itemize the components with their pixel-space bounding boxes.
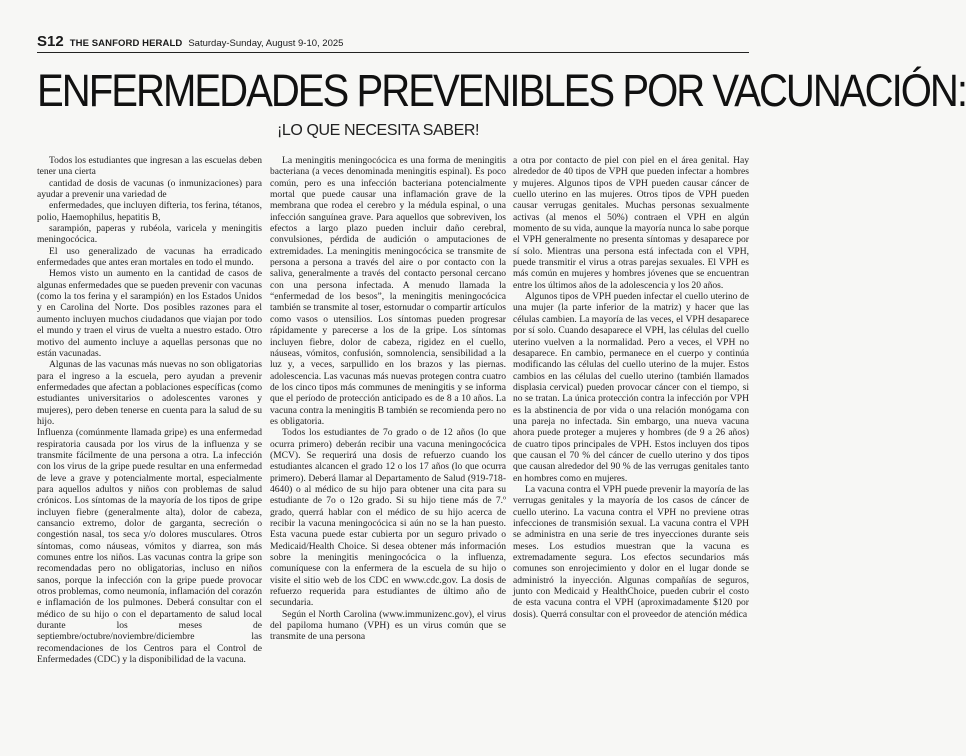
paragraph: Según el North Carolina (www.immunizenc.gov), el virus del papiloma humano (VPH) es un virus común que se transmite de una persona <box>270 608 506 643</box>
masthead-rule <box>37 52 749 53</box>
paragraph: Todos los estudiantes que ingresan a las escuelas deben tener una cierta <box>37 155 262 178</box>
paragraph: Algunas de las vacunas más nuevas no son obligatorias para el ingreso a la escuela, pero ayudan a prevenir enfermedades que afectan a poblaciones específicas (como estudiantes universitarios o adolescentes varones y mujeres), pero deben tenerse en cuenta para la salud de su hijo. <box>37 359 262 427</box>
paragraph: Hemos visto un aumento en la cantidad de casos de algunas enfermedades que se pueden prevenir con vacunas (como la tos ferina y el sarampión) en los Estados Unidos y en Carolina del Norte. Dos posibles razones para el aumento incluyen muchos ciudadanos que viajan por todo el mundo y traen el virus de vuelta a nuestro estado. Otro motivo del aumento incluye a aquellas personas que no están vacunadas. <box>37 268 262 359</box>
paragraph: Influenza (comúnmente llamada gripe) es una enfermedad respiratoria causada por los virus de la influenza y se transmite fácilmente de una persona a otra. La infección con los virus de la gripe puede resultar en una enfermedad de leve a grave y potencialmente mortal, especialmente para aquellos adultos y niños con problemas de salud crónicos. Los síntomas de la mayoría de los tipos de gripe incluyen fiebre (generalmente alta), dolor de cabeza, cansancio extremo, dolor de garganta, secreción o congestión nasal, tos seca y/o dolores musculares. Otros síntomas, como náuseas, vómitos y diarrea, son más comunes entre los niños. Las vacunas contra la gripe son recomendadas pero no obligatorias, incluso en niños sanos, porque la infección con la gripe puede provocar otros problemas, como neumonía, inflamación del corazón e inflamación de los pulmones. Deberá consultar con el médico de su hijo o con el departamento de salud local durante los meses de septiembre/octubre/noviembre/diciembre las recomendaciones de los Centros para el Control de Enfermedades (CDC) y la disponibilidad de la vacuna. <box>37 427 262 666</box>
paragraph: Todos los estudiantes de 7o grado o de 12 años (lo que ocurra primero) deberán recibir una vacuna meningocócica (MCV). Se requerirá una dosis de refuerzo cuando los estudiantes alcancen el grado 12 o los 17 años (lo que ocurra primero). Deberá llamar al Departamento de Salud (919-718-4640) o al médico de su hijo para obtener una cita para su estudiante de 7o o 12o grado. Si su hijo tiene más de 7.º grado, querrá hablar con el médico de su hijo acerca de recibir la vacuna meningocócica si aún no se la han puesto. Esta vacuna puede estar cubierta por un seguro privado o Medicaid/Health Choice. Si desea obtener más información sobre la meningitis meningocócica o la influenza, comuníquese con la enfermera de la escuela de su hijo o visite el sitio web de los CDC en www.cdc.gov. La dosis de refuerzo requerida para estudiantes de último año de secundaria. <box>270 427 506 609</box>
article-column-3 <box>513 155 749 751</box>
paragraph: sarampión, paperas y rubéola, varicela y meningitis meningocócica. <box>37 223 262 246</box>
paper-name: THE SANFORD HERALD <box>69 38 183 49</box>
paragraph: enfermedades, que incluyen difteria, tos ferina, tétanos, polio, Haemophilus, hepatitis B, <box>37 200 262 223</box>
paragraph: La vacuna contra el VPH puede prevenir la mayoría de las verrugas genitales y la mayoría de los casos de cáncer de cuello uterino. La vacuna contra el VPH no previene otras infecciones de transmisión sexual. La vacuna contra el VPH se administra en una serie de tres inyecciones durante seis meses. Los estudios muestran que la vacuna es extremadamente segura. Los efectos secundarios más comunes son enrojecimiento y dolor en el lugar donde se administró la inyección. Algunas compañías de seguros, junto con Medicaid y HealthChoice, pueden cubrir el costo de esta vacuna contra el VPH (aproximadamente $120 por dosis). Querrá consultar con el proveedor de atención médica <box>513 483 749 620</box>
paragraph: La meningitis meningocócica es una forma de meningitis bacteriana (a veces denominada meningitis espinal). Es poco común, pero es una infección bacteriana potencialmente mortal que puede causar una inflamación grave de la membrana que rodea el cerebro y la médula espinal, o una infección sanguínea grave. Para aquellos que sobreviven, los efectos a largo plazo pueden incluir daño cerebral, convulsiones, pérdida de audición o amputaciones de extremidades. La meningitis meningocócica se transmite de persona a persona a través del aire o por contacto con la saliva, generalmente a través del contacto personal cercano con una persona infectada. A menudo llamada la “enfermedad de los besos”, la meningitis meningocócica también se transmite al toser, estornudar o compartir artículos como vasos o utensilios. Los síntomas pueden progresar rápidamente y parecerse a los de la gripe. Los síntomas incluyen fiebre, dolor de cabeza, rigidez en el cuello, náuseas, vómitos, confusión, somnolencia, sensibilidad a la luz y, a veces, sarpullido en los brazos y las piernas. adolescencia. Las vacunas más nuevas protegen contra cuatro de los cinco tipos más communes de meningitis y se informa que el período de protección anticipado es de 8 a 10 años. La vacuna contra la meningitis B también se recomienda pero no es obligatoria. <box>270 155 506 427</box>
issue-date: Saturday-Sunday, August 9-10, 2025 <box>188 38 344 49</box>
page-number: S12 <box>37 33 64 50</box>
paragraph: Algunos tipos de VPH pueden infectar el cuello uterino de una mujer (la parte inferior de la matriz) y hacer que las células cambien. La mayoría de las veces, el VPH desaparece por sí solo. Cuando desaparece el VPH, las células del cuello uterino vuelven a la normalidad. Pero a veces, el VPH no desaparece. En cambio, permanece en el cuerpo y continúa modificando las células del cuello uterino de la mujer. Estos cambios en las células del cuello uterino (también llamados displasia cervical) pueden provocar cáncer con el tiempo, si no se tratan. La única protección contra la infección por VPH es la abstinencia de por vida o una relación monógama con una pareja no infectada. Sin embargo, una nueva vacuna ahora puede proteger a mujeres y hombres (de 9 a 26 años) de cuatro tipos principales de VPH. Estos incluyen dos tipos que causan el 70 % del cáncer de cuello uterino y dos tipos que causan alrededor del 90 % de las verrugas genitales tanto en hombres como en mujeres. <box>513 291 749 484</box>
paragraph: a otra por contacto de piel con piel en el área genital. Hay alrededor de 40 tipos de VPH que pueden infectar a hombres y mujeres. Algunos tipos de VPH pueden causar cáncer de cuello uterino en las mujeres. Otros tipos de VPH pueden causar verrugas genitales. Muchas personas sexualmente activas (al menos el 50%) contraen el VPH en algún momento de su vida, aunque la mayoría nunca lo sabe porque el VPH generalmente no presenta síntomas y desaparece por sí solo. Mientras una persona está infectada con el VPH, puede transmitir el virus a otras parejas sexuales. El VPH es más común en mujeres y hombres jóvenes que se encuentran entre los últimos años de la adolescencia y los 20 años. <box>513 155 749 291</box>
masthead <box>37 33 749 53</box>
paragraph: cantidad de dosis de vacunas (o inmunizaciones) para ayudar a prevenir una variedad de <box>37 177 262 201</box>
article-column-2 <box>270 155 506 751</box>
article-headline: ENFERMEDADES PREVENIBLES POR VACUNACIÓN: <box>37 65 966 116</box>
article-subheadline: ¡LO QUE NECESITA SABER! <box>276 122 480 139</box>
paragraph: El uso generalizado de vacunas ha erradicado enfermedades que antes eran mortales en todo el mundo. <box>37 245 262 269</box>
article-column-1 <box>37 155 262 751</box>
